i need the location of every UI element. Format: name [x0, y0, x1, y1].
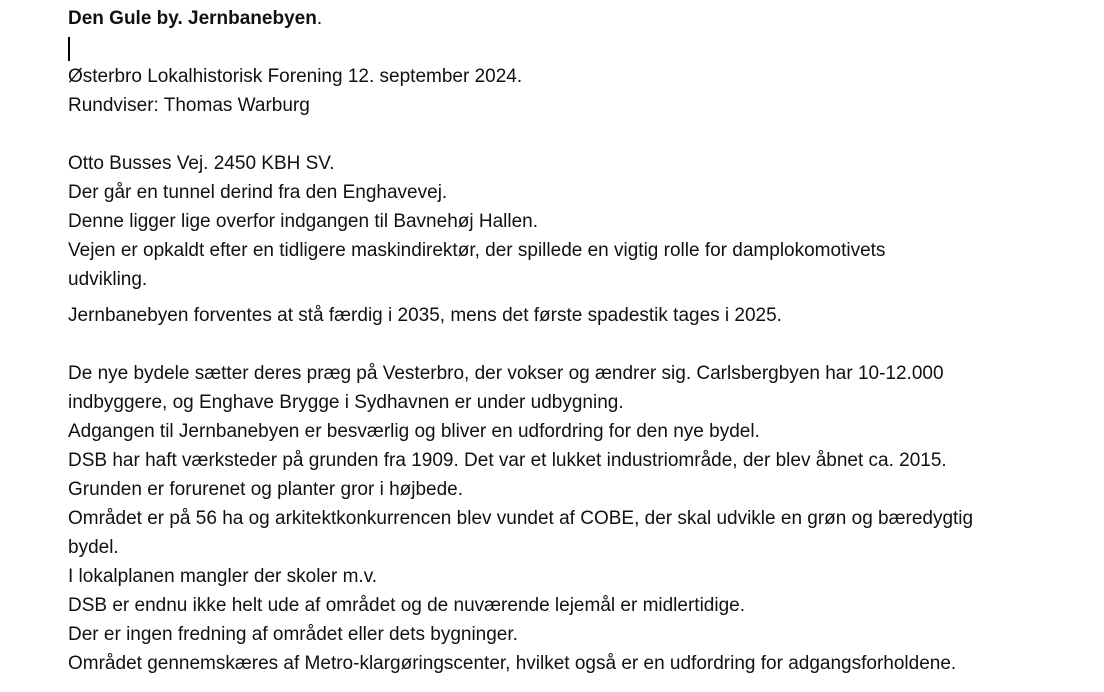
paragraph-line: Området gennemskæres af Metro-klargøringscenter, hvilket også er en udfordring for adgangsforholdene. [68, 653, 957, 674]
header-line: Østerbro Lokalhistorisk Forening 12. september 2024. [68, 66, 523, 87]
paragraph-line: Jernbanebyen forventes at stå færdig i 2035, mens det første spadestik tages i 2025. [68, 305, 782, 326]
blank-line [68, 330, 1098, 359]
paragraph-line: Grunden er forurenet og planter gror i højbede. [68, 479, 464, 500]
text-cursor [68, 37, 70, 61]
title-period: . [316, 8, 323, 29]
paragraph-line: Der går en tunnel derind fra den Enghavevej. [68, 182, 448, 203]
paragraph-line: Denne ligger lige overfor indgangen til Bavnehøj Hallen. [68, 211, 539, 232]
paragraph-line: Der er ingen fredning af området eller dets bygninger. [68, 624, 518, 645]
paragraph-line: De nye bydele sætter deres præg på Vesterbro, der vokser og ændrer sig. Carlsbergbyen har 10-12.000 [68, 363, 944, 384]
title-text: Den Gule by. Jernbanebyen [68, 8, 317, 29]
paragraph-line: DSB har haft værksteder på grunden fra 1909. Det var et lukket industriområde, der blev åbnet ca. 2015. [68, 450, 947, 471]
paragraph-line: Otto Busses Vej. 2450 KBH SV. [68, 153, 335, 174]
paragraph-line: Området er på 56 ha og arkitektkonkurrencen blev vundet af COBE, der skal udvikle en grøn og bæredygtig [68, 508, 974, 529]
cursor-line[interactable] [68, 33, 1098, 62]
document-body[interactable] [68, 4, 1098, 678]
paragraph-line: Adgangen til Jernbanebyen er besværlig og bliver en udfordring for den nye bydel. [68, 421, 760, 442]
blank-line [68, 120, 1098, 149]
paragraph-line: I lokalplanen mangler der skoler m.v. [68, 566, 378, 587]
paragraph-line: udvikling. [68, 269, 148, 290]
paragraph-line: bydel. [68, 537, 119, 558]
paragraph-line: indbyggere, og Enghave Brygge i Sydhavnen er under udbygning. [68, 392, 624, 413]
header-line: Rundviser: Thomas Warburg [68, 95, 310, 116]
paragraph-line: DSB er endnu ikke helt ude af området og de nuværende lejemål er midlertidige. [68, 595, 745, 616]
paragraph-line: Vejen er opkaldt efter en tidligere maskindirektør, der spillede en vigtig rolle for damplokomotivets [68, 240, 886, 261]
document-title [68, 4, 1098, 33]
paragraph-gap [68, 294, 1098, 301]
